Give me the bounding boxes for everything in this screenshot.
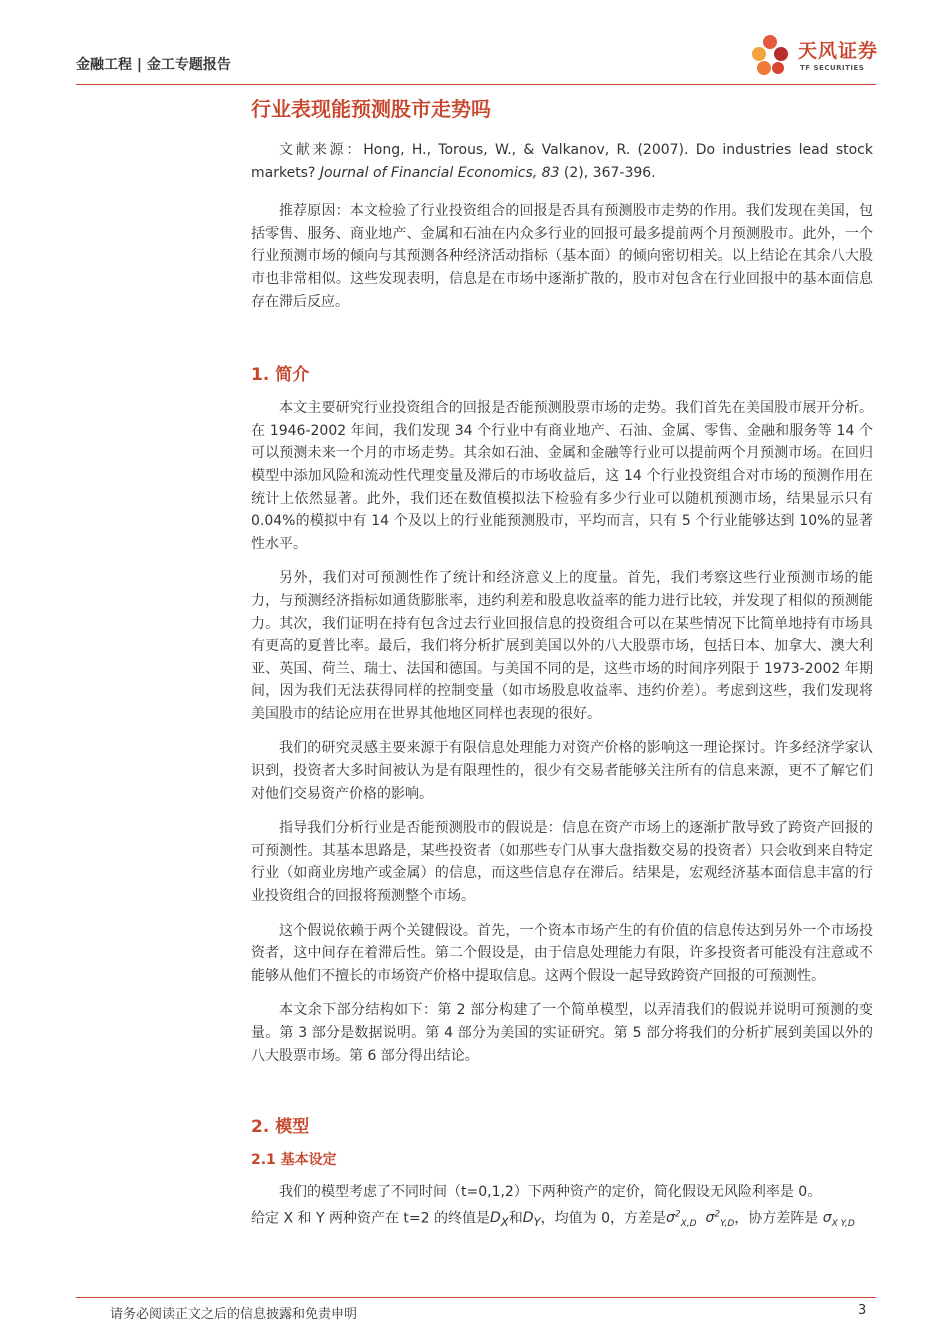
math-var-y [705, 1209, 735, 1230]
math-dx [489, 1210, 509, 1230]
math-subscript: X,D [680, 1219, 697, 1230]
logo-petal [763, 35, 777, 49]
math-cov [822, 1210, 855, 1230]
logo-text: 天风证券 [798, 40, 879, 62]
intro-paragraph: 我们的研究灵感主要来源于有限信息处理能力对资产价格的影响这一理论探讨。许多经济学家认识到，投资者大多时间被认为是有限理性的，很少有交易者能够关注所有的信息来源，更不了解它们对他们交易资产价格的影响。 [251, 740, 873, 802]
math-superscript: 2 [674, 1209, 681, 1220]
math-subscript: Y [533, 1215, 541, 1230]
intro-paragraph: 另外，我们对可预测性作了统计和经济意义上的度量。首先，我们考察这些行业预测市场的能力，与预测经济指标如通货膨胀率，违约利差和股息收益率的能力进行比较，并发现了相似的预测能力。其次，我们证明在持有包含过去行业回报信息的投资组合可以在某些情况下比简单地持有市场具有更高的夏普比率。最后，我们将分析扩展到美国以外的八大股票市场，包括日本、加拿大、澳大利亚、英国、荷兰、瑞士、法国和德国。与美国不同的是，这些市场的时间序列限于 1973-2002 年期间，因为我们无法获得同样的控制变量（如市场股息收益率、违约价差）。考虑到这些，我们发现将美国股市的结论应用在世界其他地区同样也表现的很好。 [251, 570, 873, 722]
model-line-2-mid: ，均值为 0，方差是 [540, 1210, 667, 1227]
math-var-x [666, 1209, 697, 1230]
model-line-2-end: ，协方差阵是 [734, 1210, 819, 1227]
logo-subtext: TF SECURITIES [800, 64, 865, 72]
math-connector: 和 [508, 1210, 523, 1227]
footer-divider [76, 1297, 876, 1298]
citation-pages: (2), 367-396. [559, 164, 656, 181]
math-symbol: D [489, 1210, 501, 1227]
main-content [251, 95, 873, 1236]
math-symbol: σ [705, 1210, 715, 1227]
intro-paragraph: 本文主要研究行业投资组合的回报是否能预测股票市场的走势。我们首先在美国股市展开分析。在 1946-2002 年间，我们发现 34 个行业中有商业地产、石油、金属、零售、金融和服务等 14 个可以预测未来一个月的市场走势。其余如石油、金属和金融等行业可以提前两个月预测市场。在回归模型中添加风险和流动性代理变量及滞后的市场收益后，这 14 个行业投资组合对市场的预测作用在统计上依然显著。此外，我们还在数值模拟法下检验有多少行业可以随机预测市场，结果显示只有 0.04%的模拟中有 14 个及以上的行业能预测股市，平均而言，只有 5 个行业能够达到 10%的显著性水平。 [251, 400, 873, 552]
section-heading-model: 2. 模型 [251, 1117, 310, 1138]
math-subscript: X [500, 1215, 509, 1230]
intro-paragraph: 本文余下部分结构如下：第 2 部分构建了一个简单模型，以弄清我们的假说并说明可预测的变量。第 3 部分是数据说明。第 4 部分为美国的实证研究。第 5 部分将我们的分析扩展到美国以外的八大股票市场。第 6 部分得出结论。 [251, 1002, 873, 1064]
model-line-2: 给定 X 和 Y 两种资产在 t=2 的终值是 [251, 1210, 490, 1227]
intro-paragraph: 这个假说依赖于两个关键假设。首先，一个资本市场产生的有价值的信息传达到另外一个市场投资者，这中间存在着滞后性。第二个假设是，由于信息处理能力有限，许多投资者可能没有注意或不能够从他们不擅长的市场资产价格中提取信息。这两个假设一起导致跨资产回报的可预测性。 [251, 922, 873, 984]
model-paragraph [251, 1181, 873, 1236]
math-symbol: σ [666, 1210, 675, 1227]
journal-name: Journal of Financial Economics, 83 [319, 164, 560, 181]
source-citation [251, 139, 873, 184]
math-symbol: σ [822, 1210, 832, 1227]
footer-disclaimer: 请务必阅读正文之后的信息披露和免责申明 [110, 1307, 358, 1322]
math-subscript: X Y,D [831, 1219, 855, 1230]
recommendation-paragraph: 推荐原因：本文检验了行业投资组合的回报是否具有预测股市走势的作用。我们发现在美国，包括零售、服务、商业地产、金属和石油在内众多行业的回报可最多提前两个月预测股市。此外，一个行业预测市场的倾向与其预测各种经济活动指标（基本面）的倾向密切相关。以上结论在其余八大股市也非常相似。这些发现表明，信息是在市场中逐渐扩散的，股市对包含在行业回报中的基本面信息存在滞后反应。 [251, 203, 873, 310]
math-subscript: Y,D [720, 1219, 735, 1230]
math-symbol: D [522, 1210, 534, 1227]
logo-petal [752, 47, 766, 61]
logo-petal [757, 61, 771, 75]
header-divider [76, 84, 876, 85]
page-title: 行业表现能预测股市走势吗 [251, 97, 491, 121]
logo-petal [774, 47, 788, 61]
intro-paragraph: 指导我们分析行业是否能预测股市的假说是：信息在资产市场上的逐渐扩散导致了跨资产回报的可预测性。其基本思路是，某些投资者（如那些专门从事大盘指数交易的投资者）只会收到来自特定行业（如商业房地产或金属）的信息，而这些信息存在滞后。结果是，宏观经济基本面信息丰富的行业投资组合的回报将预测整个市场。 [251, 820, 873, 905]
math-dy [522, 1210, 541, 1230]
subsection-heading-basic-setup: 2.1 基本设定 [251, 1152, 337, 1169]
report-category: 金融工程 | 金工专题报告 [76, 57, 231, 73]
logo-petal [772, 62, 784, 74]
citation-text: 文献来源：Hong, H., Torous, W., & Valkanov, R. (2007). Do industries lead stock markets? [251, 142, 873, 181]
model-line-1: 我们的模型考虑了不同时间（t=0,1,2）下两种资产的定价，简化假设无风险利率是 0。 [279, 1184, 822, 1201]
page-number: 3 [858, 1303, 867, 1318]
math-superscript: 2 [714, 1209, 721, 1220]
section-heading-introduction: 1. 简介 [251, 365, 310, 386]
